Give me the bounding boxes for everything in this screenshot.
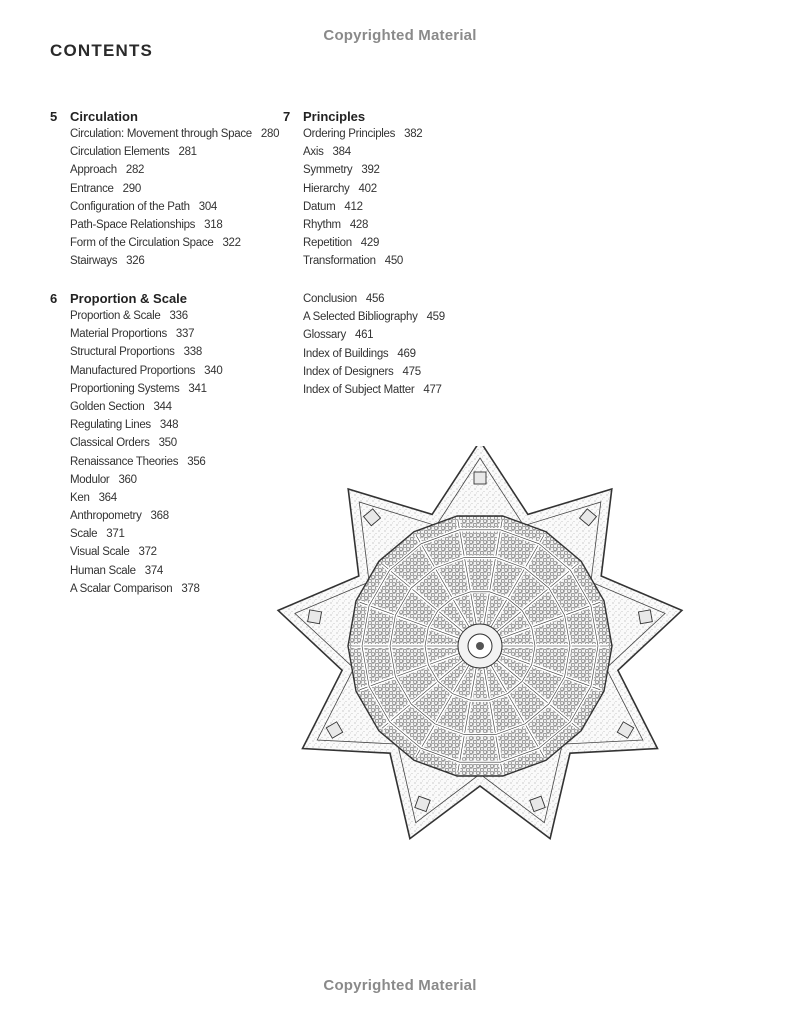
- toc-entry-label: Anthropometry: [70, 510, 142, 523]
- toc-page-number: 338: [183, 346, 202, 359]
- toc-entry[interactable]: [303, 143, 422, 161]
- toc-entry-label: Index of Designers: [303, 365, 394, 378]
- chapter-title: Proportion & Scale: [70, 290, 188, 306]
- toc-page-number: 344: [153, 400, 172, 413]
- back-matter: [303, 290, 445, 399]
- toc-entry[interactable]: [70, 198, 279, 216]
- toc-entry[interactable]: [70, 416, 222, 434]
- toc-page-number: 356: [187, 455, 206, 468]
- toc-entry[interactable]: [70, 125, 279, 143]
- toc-entry-label: Circulation: Movement through Space: [70, 128, 252, 140]
- toc-entry[interactable]: [303, 234, 422, 252]
- toc-entry[interactable]: [70, 234, 279, 252]
- toc-page-number: 461: [354, 329, 374, 342]
- toc-page-number: 371: [106, 528, 125, 541]
- toc-page-number: 428: [349, 218, 369, 231]
- star-fortress-illustration: [270, 446, 690, 861]
- toc-page-number: 281: [178, 146, 197, 159]
- chapter-heading: [50, 107, 279, 125]
- toc-entry-list: [50, 125, 279, 271]
- toc-entry-label: Repetition: [303, 237, 352, 250]
- toc-entry[interactable]: [70, 161, 279, 179]
- toc-page-number: 322: [222, 237, 241, 250]
- toc-entry-label: A Selected Bibliography: [303, 311, 418, 324]
- toc-page-number: 282: [125, 164, 145, 177]
- toc-entry-label: Path-Space Relationships: [70, 218, 196, 231]
- toc-entry[interactable]: [303, 180, 422, 198]
- toc-page-number: 336: [169, 310, 188, 322]
- toc-page-number: 374: [144, 564, 164, 577]
- toc-entry-label: Ordering Principles: [303, 128, 396, 140]
- toc-entry-label: Entrance: [70, 182, 114, 195]
- toc-page-number: 477: [423, 383, 442, 396]
- toc-entry[interactable]: [70, 180, 279, 198]
- toc-entry-list: [50, 307, 222, 598]
- toc-page-number: 368: [150, 510, 169, 523]
- toc-entry-label: Stairways: [70, 255, 118, 268]
- toc-page-number: 372: [138, 546, 157, 559]
- toc-entry[interactable]: [303, 308, 445, 326]
- toc-entry-label: Regulating Lines: [70, 419, 151, 432]
- chapter-title: Circulation: [70, 108, 138, 124]
- toc-page-number: 412: [344, 200, 363, 213]
- toc-page-number: 340: [204, 364, 223, 377]
- watermark-bottom: Copyrighted Material: [323, 977, 477, 994]
- toc-entry[interactable]: [70, 562, 222, 580]
- toc-page-number: 350: [158, 437, 177, 450]
- star-fortress-icon: [278, 446, 682, 839]
- toc-entry-label: Proportioning Systems: [70, 382, 180, 395]
- chapter-heading: [283, 107, 422, 125]
- toc-entry[interactable]: [303, 381, 445, 399]
- toc-entry[interactable]: [303, 198, 422, 216]
- toc-entry-list: [303, 290, 445, 399]
- toc-page-number: 392: [361, 164, 380, 177]
- toc-page-number: 348: [159, 419, 179, 432]
- toc-entry-label: Scale: [70, 528, 98, 541]
- toc-entry[interactable]: [70, 307, 222, 325]
- toc-entry-label: A Scalar Comparison: [70, 582, 173, 595]
- toc-entry-label: Ken: [70, 491, 90, 504]
- toc-entry-list: [283, 125, 422, 271]
- toc-entry[interactable]: [70, 325, 222, 343]
- toc-entry[interactable]: [70, 434, 222, 452]
- chapter-7: [283, 107, 422, 271]
- toc-entry[interactable]: [70, 525, 222, 543]
- page-title: CONTENTS: [50, 41, 154, 60]
- toc-page-number: 469: [397, 347, 416, 360]
- toc-page-number: 456: [365, 293, 385, 305]
- toc-entry-label: Material Proportions: [70, 328, 167, 341]
- toc-entry[interactable]: [303, 326, 445, 344]
- toc-page-number: 384: [332, 146, 351, 159]
- toc-entry-label: Hierarchy: [303, 182, 350, 195]
- toc-entry-label: Conclusion: [303, 293, 357, 305]
- toc-page-number: 364: [98, 491, 117, 504]
- toc-entry[interactable]: [70, 216, 279, 234]
- chapter-number: 6: [50, 290, 58, 306]
- toc-entry[interactable]: [70, 489, 222, 507]
- toc-entry-label: Datum: [303, 200, 336, 213]
- toc-page-number: 360: [118, 473, 137, 486]
- chapter-heading: [50, 289, 222, 307]
- toc-entry-label: Modulor: [70, 473, 110, 486]
- toc-entry-label: Manufactured Proportions: [70, 364, 196, 377]
- toc-entry-label: Proportion & Scale: [70, 310, 161, 322]
- toc-page-number: 290: [122, 182, 141, 195]
- chapter-number: 7: [283, 108, 291, 124]
- toc-entry[interactable]: [70, 543, 222, 561]
- toc-entry[interactable]: [303, 216, 422, 234]
- toc-page-number: 378: [181, 582, 200, 595]
- toc-page-number: 326: [126, 255, 145, 268]
- toc-entry[interactable]: [303, 252, 422, 270]
- toc-page-number: 382: [404, 128, 423, 140]
- toc-entry-label: Configuration of the Path: [70, 200, 190, 213]
- watermark-top: Copyrighted Material: [323, 27, 477, 44]
- toc-entry[interactable]: [70, 143, 279, 161]
- toc-page-number: 337: [175, 328, 195, 341]
- toc-entry-label: Circulation Elements: [70, 146, 170, 159]
- toc-entry[interactable]: [303, 125, 422, 143]
- toc-entry-label: Symmetry: [303, 164, 353, 177]
- toc-entry[interactable]: [70, 398, 222, 416]
- chapter-5: [50, 107, 279, 271]
- toc-entry[interactable]: [303, 161, 422, 179]
- toc-entry-label: Rhythm: [303, 218, 341, 231]
- toc-page-number: 341: [188, 382, 207, 395]
- toc-page-number: 318: [204, 218, 223, 231]
- toc-entry-label: Structural Proportions: [70, 346, 175, 359]
- toc-entry-label: Renaissance Theories: [70, 455, 179, 468]
- toc-entry[interactable]: [303, 290, 445, 308]
- toc-entry[interactable]: [70, 252, 279, 270]
- toc-entry-label: Transformation: [303, 255, 376, 268]
- toc-entry[interactable]: [70, 507, 222, 525]
- toc-page-number: 450: [384, 255, 404, 268]
- toc-entry[interactable]: [70, 343, 222, 361]
- toc-page-number: 429: [360, 237, 380, 250]
- toc-entry[interactable]: [303, 345, 445, 363]
- toc-entry-label: Form of the Circulation Space: [70, 237, 214, 250]
- toc-entry-label: Approach: [70, 164, 117, 177]
- toc-entry-label: Index of Buildings: [303, 347, 389, 360]
- toc-page-number: 280: [260, 128, 280, 140]
- chapter-title: Principles: [303, 108, 366, 124]
- toc-entry[interactable]: [70, 453, 222, 471]
- toc-entry[interactable]: [70, 380, 222, 398]
- toc-entry-label: Classical Orders: [70, 437, 150, 450]
- chapter-number: 5: [50, 108, 58, 124]
- toc-entry-label: Golden Section: [70, 400, 145, 413]
- chapter-6: [50, 289, 222, 598]
- toc-entry-label: Glossary: [303, 329, 346, 342]
- toc-page-number: 402: [358, 182, 377, 195]
- toc-entry-label: Axis: [303, 146, 324, 159]
- toc-entry-label: Human Scale: [70, 564, 136, 577]
- toc-page-number: 475: [402, 365, 421, 378]
- toc-entry[interactable]: [303, 363, 445, 381]
- toc-entry[interactable]: [70, 471, 222, 489]
- toc-entry[interactable]: [70, 580, 222, 598]
- toc-entry-label: Index of Subject Matter: [303, 383, 415, 396]
- toc-page-number: 304: [198, 200, 218, 213]
- toc-page-number: 459: [426, 311, 445, 324]
- toc-entry-label: Visual Scale: [70, 546, 130, 559]
- toc-entry[interactable]: [70, 362, 222, 380]
